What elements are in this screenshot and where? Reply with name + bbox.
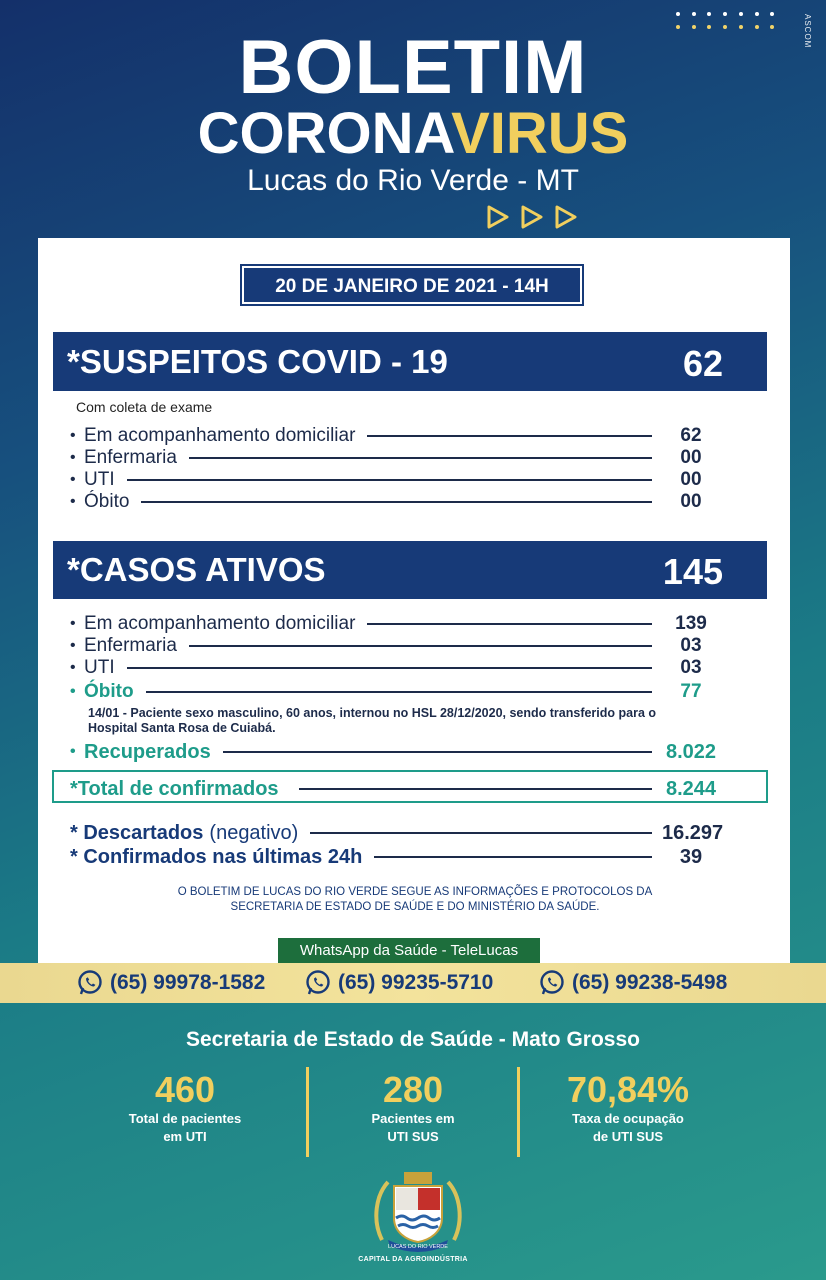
play-arrow-icon: [486, 204, 510, 230]
total-confirmados-row: *Total de confirmados 8.244: [70, 777, 717, 800]
state-section-title: Secretaria de Estado de Saúde - Mato Grosso: [186, 1028, 640, 1051]
obito-row: • Óbito 77: [70, 681, 702, 702]
list-item: • Enfermaria 00: [70, 447, 702, 468]
list-item: • Enfermaria 03: [70, 635, 702, 656]
title-boletim: BOLETIM: [238, 25, 588, 110]
list-item: • Em acompanhamento domiciliar 139: [70, 613, 707, 634]
ativos-label: *CASOS ATIVOS: [67, 551, 326, 588]
decorative-dots: [676, 12, 786, 29]
whatsapp-icon: [538, 969, 566, 997]
crest-caption: CAPITAL DA AGROINDÚSTRIA: [358, 1256, 468, 1263]
footnote: O BOLETIM DE LUCAS DO RIO VERDE SEGUE AS INFORMAÇÕES E PROTOCOLOS DA SECRETARIA DE ESTADO DE SAÚDE E DO MINISTÉRIO DA SAÚDE.: [177, 886, 653, 913]
stat-uti-sus: 280 Pacientes em UTI SUS: [371, 1069, 455, 1144]
divider: [306, 1067, 309, 1157]
list-item: • Óbito 00: [70, 491, 702, 512]
stat-ocupacao: 70,84% Taxa de ocupação de UTI SUS: [566, 1069, 690, 1144]
arrows-decoration: [486, 204, 578, 230]
ascom-credit: ASCOM: [803, 14, 812, 49]
phone-number[interactable]: (65) 99978-1582: [76, 969, 265, 997]
title-coronavirus: CORONAVIRUS: [197, 101, 629, 166]
play-arrow-icon: [554, 204, 578, 230]
subtitle-city: Lucas do Rio Verde - MT: [247, 164, 579, 197]
suspeitos-header: [53, 332, 767, 391]
suspeitos-total: 62: [682, 343, 723, 384]
divider: [517, 1067, 520, 1157]
descartados-row: * Descartados (negativo) 16.297: [70, 821, 724, 844]
city-crest-logo: [370, 1170, 466, 1254]
whatsapp-icon: [304, 969, 332, 997]
whatsapp-icon: [76, 969, 104, 997]
list-item: • UTI 03: [70, 657, 702, 678]
suspeitos-note: Com coleta de exame: [76, 399, 213, 415]
stat-total-uti: 460 Total de pacientes em UTI: [128, 1069, 242, 1144]
obito-note: 14/01 - Paciente sexo masculino, 60 anos, internou no HSL 28/12/2020, sendo transferido para o Hospital Santa Rosa de Cuiabá.: [88, 706, 657, 735]
list-item: • Em acompanhamento domiciliar 62: [70, 425, 702, 446]
ativos-header: [53, 541, 767, 599]
ativos-total: 145: [662, 551, 723, 592]
recuperados-row: • Recuperados 8.022: [70, 740, 717, 763]
svg-text:LUCAS DO RIO VERDE: LUCAS DO RIO VERDE: [388, 1244, 448, 1250]
phone-number[interactable]: (65) 99235-5710: [304, 969, 493, 997]
phone-number[interactable]: (65) 99238-5498: [538, 969, 727, 997]
confirmados-24h-row: * Confirmados nas últimas 24h 39: [70, 845, 703, 868]
date-badge: 20 DE JANEIRO DE 2021 - 14H: [242, 266, 582, 304]
play-arrow-icon: [520, 204, 544, 230]
suspeitos-label: *SUSPEITOS COVID - 19: [67, 343, 448, 380]
list-item: • UTI 00: [70, 469, 702, 490]
whatsapp-label: WhatsApp da Saúde - TeleLucas: [278, 938, 540, 964]
